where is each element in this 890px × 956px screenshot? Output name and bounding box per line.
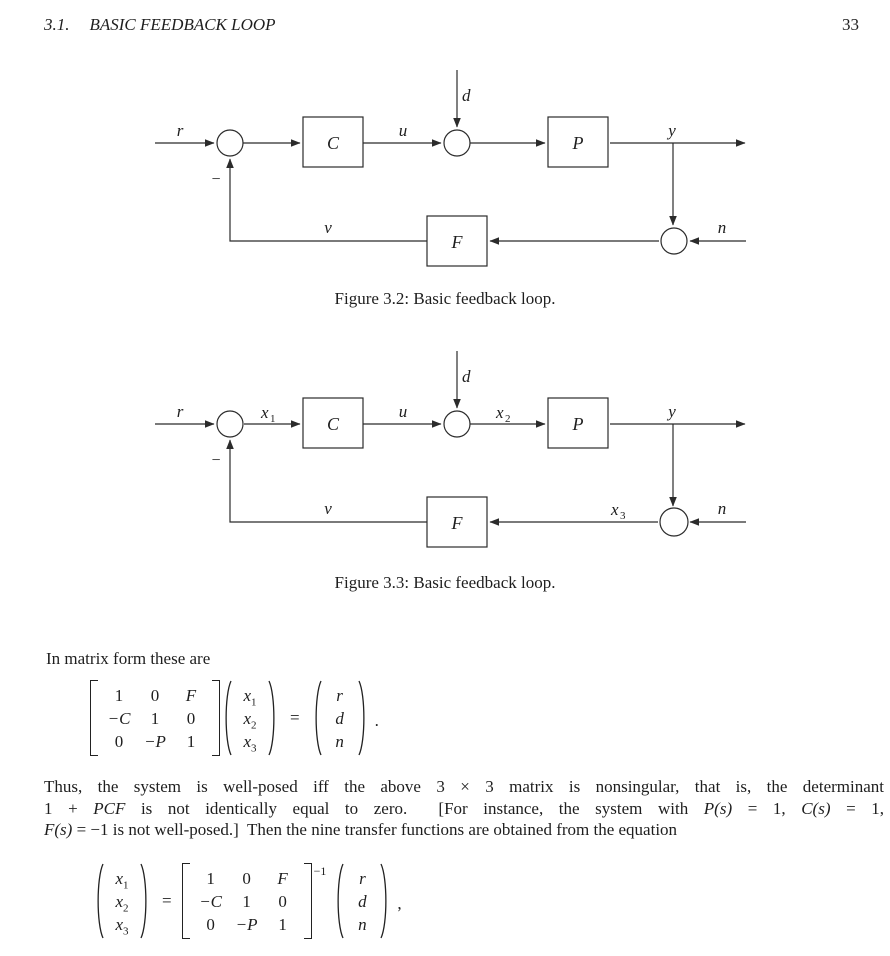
right-square-bracket: [212, 680, 220, 756]
paragraph-line: [44, 819, 884, 841]
minus-sign: −: [211, 452, 221, 469]
math-segment: PCF: [93, 798, 126, 818]
inverse-exponent: −1: [313, 863, 327, 878]
x-subscript: 3: [251, 741, 257, 754]
x-base: x: [243, 685, 252, 705]
text-segment: Thus, the system is well-posed iff the above 3 × 3 matrix is nonsingular, that is, the determinant: [44, 777, 884, 796]
text-segment: = −1 is not well-posed.] Then the nine transfer functions are obtained from the equation: [72, 820, 678, 839]
matrix-cell: 0: [206, 914, 215, 934]
text-segment: 1 +: [44, 798, 94, 818]
matrix-cell: 1: [206, 868, 215, 888]
vector-entry: [112, 913, 132, 936]
matrix-cell: 1: [114, 685, 124, 705]
matrix-cell: 0: [150, 685, 160, 705]
left-parenthesis: [332, 862, 345, 940]
x-subscript: 2: [251, 718, 257, 731]
input-vector: [345, 867, 379, 936]
label-r: r: [176, 121, 184, 140]
sensor-label: F: [451, 232, 463, 252]
figure-3-3-diagram: [0, 341, 890, 569]
coefficient-matrix: [190, 867, 304, 936]
label-x3-subscript: 3: [620, 510, 626, 522]
vector-entry: d: [358, 891, 367, 911]
label-y: y: [668, 121, 676, 140]
right-parenthesis: [267, 679, 280, 757]
label-r: r: [176, 402, 184, 421]
vector-entry: d: [335, 708, 344, 728]
x-subscript: 1: [123, 878, 129, 891]
left-parenthesis: [220, 679, 233, 757]
summing-junction-3: [661, 228, 687, 254]
vector-entry: [240, 730, 260, 753]
vector-entry: n: [358, 914, 367, 934]
controller-label: C: [326, 414, 340, 434]
text-segment: = 1,: [732, 798, 802, 818]
summing-junction-3: [660, 508, 688, 536]
vector-entry: [112, 890, 132, 913]
x-base: x: [243, 708, 252, 728]
vector-entry: r: [336, 685, 343, 705]
matrix-cell: 1: [278, 914, 287, 934]
vector-entry: [112, 867, 132, 890]
matrix-cell: −C: [107, 708, 131, 728]
summing-junction-2: [444, 411, 470, 437]
controller-label: C: [326, 133, 340, 153]
x-subscript: 2: [123, 901, 129, 914]
body-paragraph: [44, 776, 884, 841]
label-y: y: [668, 402, 676, 421]
paragraph-line: [44, 776, 884, 798]
right-parenthesis: [139, 862, 152, 940]
text-segment: = 1,: [830, 798, 884, 818]
equals-sign: =: [162, 891, 172, 910]
label-u: u: [398, 402, 408, 421]
label-d: d: [462, 86, 471, 105]
equation-punctuation: .: [374, 711, 379, 730]
section-number: 3.1.: [44, 15, 70, 34]
running-header: [44, 15, 276, 35]
paragraph-line: [44, 798, 884, 820]
matrix-cell: −P: [235, 914, 258, 934]
x-subscript: 3: [123, 924, 129, 937]
matrix-cell: 1: [150, 708, 160, 728]
matrix-cell: 0: [278, 891, 287, 911]
label-x2-subscript: 2: [505, 413, 511, 425]
input-vector: [323, 684, 357, 753]
matrix-cell: F: [185, 685, 197, 705]
x-base: x: [115, 891, 124, 911]
matrix-cell: 1: [242, 891, 251, 911]
matrix-cell: 0: [242, 868, 251, 888]
matrix-cell: 0: [114, 731, 124, 751]
matrix-cell: −C: [199, 891, 222, 911]
matrix-cell: 0: [186, 708, 196, 728]
matrix-cell: F: [277, 868, 288, 888]
right-square-bracket: [304, 863, 312, 939]
plant-label: P: [572, 414, 584, 434]
label-x2: x: [496, 403, 504, 422]
vector-entry: n: [335, 731, 344, 751]
x-base: x: [115, 868, 124, 888]
x-subscript: 1: [251, 695, 257, 708]
vector-entry: [240, 707, 260, 730]
matrix-equation-1: [90, 679, 379, 757]
label-n: n: [717, 218, 727, 237]
sensor-label: F: [451, 513, 463, 533]
matrix-equation-2: [92, 862, 402, 940]
coefficient-matrix: [98, 684, 212, 753]
figure-3-2-caption: Figure 3.2: Basic feedback loop.: [334, 289, 556, 308]
right-parenthesis: [357, 679, 370, 757]
state-vector: [105, 867, 139, 936]
label-v: v: [324, 499, 332, 518]
vector-entry: r: [359, 868, 366, 888]
section-title: BASIC FEEDBACK LOOP: [89, 15, 276, 34]
label-u: u: [398, 121, 408, 140]
left-parenthesis: [310, 679, 323, 757]
plant-label: P: [572, 133, 584, 153]
equation-punctuation: ,: [397, 894, 402, 913]
label-d: d: [462, 367, 471, 386]
math-segment: F(s): [44, 820, 73, 839]
summing-junction-1: [217, 411, 243, 437]
x-base: x: [115, 914, 124, 934]
minus-sign: −: [211, 171, 221, 188]
label-v: v: [324, 218, 332, 237]
label-n: n: [717, 499, 727, 518]
left-square-bracket: [182, 863, 190, 939]
label-x3: x: [611, 500, 619, 519]
matrix-intro-text: In matrix form these are: [46, 649, 211, 668]
math-segment: C(s): [801, 798, 831, 818]
x-base: x: [243, 731, 252, 751]
figure-3-3-caption: Figure 3.3: Basic feedback loop.: [334, 573, 556, 592]
label-x1: x: [261, 403, 269, 422]
page-number: 33: [842, 15, 859, 34]
equals-sign: =: [290, 708, 300, 727]
label-x1-subscript: 1: [270, 413, 276, 425]
summing-junction-2: [444, 130, 470, 156]
text-segment: is not identically equal to zero. [For instance, the system with: [125, 798, 704, 818]
matrix-cell: −P: [144, 731, 166, 751]
state-vector: [233, 684, 267, 753]
left-square-bracket: [90, 680, 98, 756]
figure-3-2-diagram: [0, 60, 890, 288]
left-parenthesis: [92, 862, 105, 940]
math-segment: P(s): [703, 798, 733, 818]
right-parenthesis: [379, 862, 392, 940]
vector-entry: [240, 684, 260, 707]
matrix-cell: 1: [186, 731, 196, 751]
summing-junction-1: [217, 130, 243, 156]
